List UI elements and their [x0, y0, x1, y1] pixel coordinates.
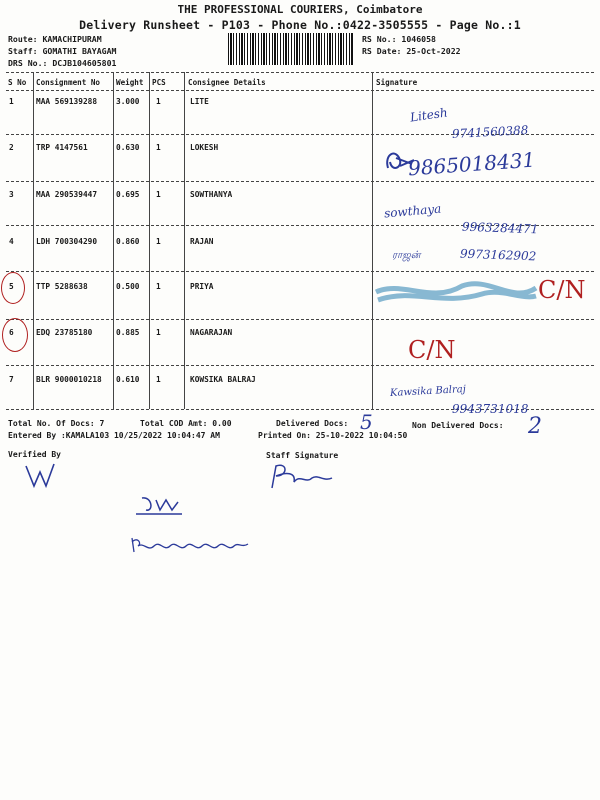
staff-signature-scribble [266, 462, 336, 492]
row-divider [6, 271, 594, 272]
col-divider [184, 72, 185, 409]
col-divider [372, 72, 373, 409]
entered-by: Entered By :KAMALA103 10/25/2022 10:04:47 AM [8, 431, 220, 440]
total-docs: Total No. Of Docs: 7 [8, 419, 105, 428]
row-pcs: 1 [156, 237, 161, 246]
delivered-docs-count: 5 [360, 410, 373, 434]
row-sno: 7 [9, 375, 14, 384]
row-consignment: TRP 4147561 [36, 143, 88, 152]
row-consignment: MAA 290539447 [36, 190, 98, 199]
row-pcs: 1 [156, 282, 161, 291]
row-pcs: 1 [156, 143, 161, 152]
row-weight: 0.695 [116, 190, 140, 199]
phone-row-4: 9973162902 [459, 246, 537, 264]
row-weight: 0.610 [116, 375, 140, 384]
row-sno: 5 [9, 282, 14, 291]
row-consignee: LOKESH [190, 143, 219, 152]
row-weight: 0.630 [116, 143, 140, 152]
signature-row-4: ராஜன் [392, 250, 421, 261]
verified-signature [22, 460, 62, 492]
row-sno: 4 [9, 237, 14, 246]
row-divider [6, 365, 594, 366]
table-top-border [6, 72, 594, 73]
phone-row-2: 9865018431 [407, 147, 536, 181]
phone-row-7: 9943731018 [452, 402, 529, 416]
non-delivered-docs-count: 2 [528, 414, 542, 439]
red-circle-mark [2, 318, 28, 352]
row-consignment: MAA 569139288 [36, 97, 98, 106]
col-header-consignment: Consignment No [36, 78, 101, 87]
rs-number: RS No.: 1046058 [362, 34, 436, 44]
row-weight: 3.000 [116, 97, 140, 106]
total-cod: Total COD Amt: 0.00 [140, 419, 232, 428]
printed-on: Printed On: 25-10-2022 10:04:50 [258, 431, 408, 440]
table-header-border [6, 90, 594, 91]
full-signature-scribble [128, 532, 252, 558]
scribbled-out-row-5 [372, 278, 540, 308]
cn-mark-row-5: C/N [538, 276, 586, 304]
row-pcs: 1 [156, 328, 161, 337]
row-consignment: LDH 700304290 [36, 237, 98, 246]
phone-row-3: 9963284471 [461, 219, 539, 237]
row-pcs: 1 [156, 375, 161, 384]
staff-signature-label: Staff Signature [266, 451, 339, 460]
runsheet-title: Delivery Runsheet - P103 - Phone No.:0422-3505555 - Page No.:1 [79, 18, 521, 32]
signature-row-3: sowthaya [383, 201, 442, 221]
company-title: THE PROFESSIONAL COURIERS, Coimbatore [177, 3, 423, 16]
row-consignee: KOWSIKA BALRAJ [190, 375, 256, 384]
row-consignee: SOWTHANYA [190, 190, 233, 199]
initials-scribble [132, 492, 186, 520]
rs-date: RS Date: 25-Oct-2022 [362, 46, 461, 56]
row-sno: 1 [9, 97, 14, 106]
red-circle-mark [1, 272, 25, 304]
signature-row-7: Kawsika Balraj [389, 384, 467, 399]
col-divider [33, 72, 34, 409]
barcode [228, 33, 354, 65]
delivered-docs-label: Delivered Docs: [276, 419, 349, 428]
row-weight: 0.885 [116, 328, 140, 337]
row-weight: 0.500 [116, 282, 140, 291]
drs-number: DRS No.: DCJB104605801 [8, 58, 117, 68]
row-sno: 3 [9, 190, 14, 199]
col-divider [149, 72, 150, 409]
non-delivered-docs-label: Non Delivered Docs: [412, 421, 504, 430]
col-header-signature: Signature [376, 78, 418, 87]
col-divider [113, 72, 114, 409]
row-pcs: 1 [156, 97, 161, 106]
staff-label: Staff: GOMATHI BAYAGAM [8, 46, 117, 56]
row-consignee: RAJAN [190, 237, 214, 246]
row-divider [6, 181, 594, 182]
row-divider [6, 319, 594, 320]
row-consignee: PRIYA [190, 282, 214, 291]
col-header-consignee: Consignee Details [188, 78, 266, 87]
row-sno: 6 [9, 328, 14, 337]
route-label: Route: KAMACHIPURAM [8, 34, 102, 44]
row-consignment: EDQ 23785180 [36, 328, 93, 337]
cn-mark-row-6: C/N [408, 336, 456, 364]
col-header-sno: S No [8, 78, 27, 87]
col-header-pcs: PCS [152, 78, 166, 87]
row-sno: 2 [9, 143, 14, 152]
row-consignee: LITE [190, 97, 209, 106]
row-weight: 0.860 [116, 237, 140, 246]
row-consignee: NAGARAJAN [190, 328, 233, 337]
col-header-weight: Weight [116, 78, 144, 87]
row-consignment: TTP 5288638 [36, 282, 88, 291]
row-pcs: 1 [156, 190, 161, 199]
verified-by-label: Verified By [8, 450, 61, 459]
row-consignment: BLR 9000010218 [36, 375, 102, 384]
phone-row-1: 9741560388 [451, 123, 529, 141]
signature-row-1: Litesh [409, 105, 449, 125]
